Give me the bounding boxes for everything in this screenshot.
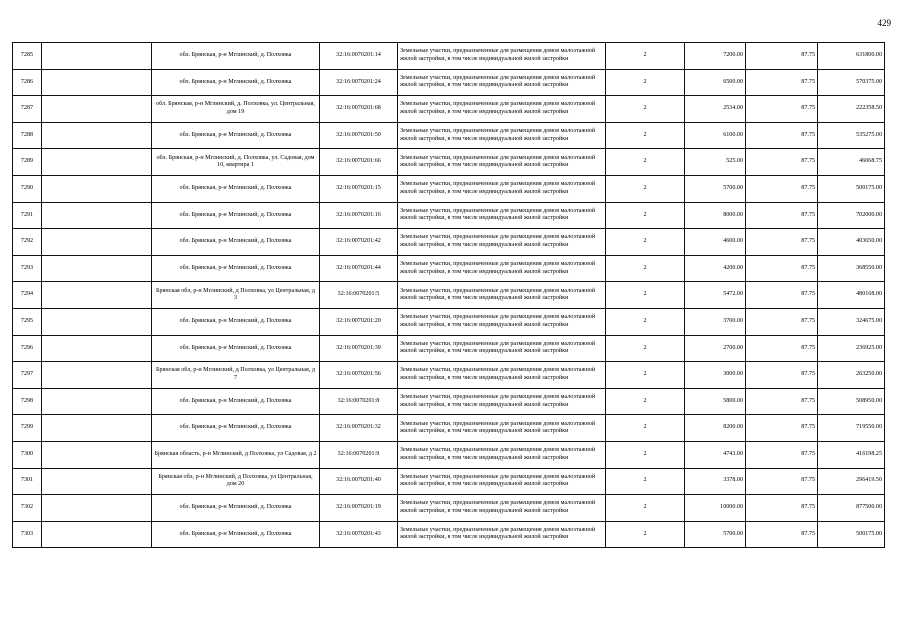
rate-cell: 87.75 xyxy=(746,175,818,202)
cadastral-number-cell: 32:16:0070201:66 xyxy=(320,149,398,176)
area-cell: 8000.00 xyxy=(685,202,746,229)
rate-cell: 87.75 xyxy=(746,122,818,149)
cadastral-value-cell: 570375.00 xyxy=(818,69,885,96)
address-cell: обл. Брянская, р-н Мглинский, д. Полховка xyxy=(152,255,320,282)
land-use-type-cell: Земельные участки, предназначенные для размещения домов малоэтажной жилой застройки, в том числе индивидуальной жилой застройки xyxy=(398,122,606,149)
address-cell: обл. Брянская, р-н Мглинский, д. Полховка xyxy=(152,175,320,202)
cadastral-value-cell: 416198.25 xyxy=(818,441,885,468)
cadastral-number-cell: 32:16:0070201:9 xyxy=(320,441,398,468)
cadastral-number-cell: 32:16:0070201:19 xyxy=(320,495,398,522)
rate-cell: 87.75 xyxy=(746,388,818,415)
address-cell: Брянская обл, р-н Мглинский, д Полховка, ул Центральная, дом 20 xyxy=(152,468,320,495)
address-cell: Брянская область, р-н Мглинский, д Полховка, ул Садовая, д 2 xyxy=(152,441,320,468)
address-cell: обл. Брянская, р-н Мглинский, д. Полховка xyxy=(152,43,320,70)
land-use-type-cell: Земельные участки, предназначенные для размещения домов малоэтажной жилой застройки, в том числе индивидуальной жилой застройки xyxy=(398,175,606,202)
table-row xyxy=(13,521,885,548)
empty-cell xyxy=(42,282,152,309)
table-body xyxy=(13,43,885,548)
category-cell: 2 xyxy=(606,362,685,389)
row-number: 7301 xyxy=(13,468,42,495)
address-cell: Брянская обл, р-н Мглинский, д Полховка, ул Центральная, д 7 xyxy=(152,362,320,389)
address-cell: обл. Брянская, р-н Мглинский, д. Полховка xyxy=(152,308,320,335)
row-number: 7289 xyxy=(13,149,42,176)
cadastral-number-cell: 32:16:0070201:8 xyxy=(320,388,398,415)
table-row xyxy=(13,149,885,176)
area-cell: 2700.00 xyxy=(685,335,746,362)
category-cell: 2 xyxy=(606,441,685,468)
row-number: 7300 xyxy=(13,441,42,468)
table-row xyxy=(13,202,885,229)
cadastral-number-cell: 32:16:0070201:32 xyxy=(320,415,398,442)
area-cell: 3700.00 xyxy=(685,308,746,335)
cadastral-number-cell: 32:16:0070201:5 xyxy=(320,282,398,309)
rate-cell: 87.75 xyxy=(746,43,818,70)
rate-cell: 87.75 xyxy=(746,468,818,495)
category-cell: 2 xyxy=(606,335,685,362)
table-row xyxy=(13,175,885,202)
empty-cell xyxy=(42,415,152,442)
table-row xyxy=(13,96,885,123)
area-cell: 4200.00 xyxy=(685,255,746,282)
address-cell: обл. Брянская, р-н Мглинский, д. Полховка, ул. Центральная, дом 19 xyxy=(152,96,320,123)
empty-cell xyxy=(42,521,152,548)
empty-cell xyxy=(42,468,152,495)
category-cell: 2 xyxy=(606,202,685,229)
row-number: 7287 xyxy=(13,96,42,123)
table-row xyxy=(13,308,885,335)
area-cell: 2534.00 xyxy=(685,96,746,123)
address-cell: обл. Брянская, р-н Мглинский, д. Полховка xyxy=(152,229,320,256)
table-row xyxy=(13,495,885,522)
address-cell: обл. Брянская, р-н Мглинский, д. Полховка xyxy=(152,122,320,149)
rate-cell: 87.75 xyxy=(746,441,818,468)
area-cell: 6500.00 xyxy=(685,69,746,96)
area-cell: 4743.00 xyxy=(685,441,746,468)
cadastral-value-cell: 702000.00 xyxy=(818,202,885,229)
cadastral-value-cell: 508950.00 xyxy=(818,388,885,415)
rate-cell: 87.75 xyxy=(746,69,818,96)
cadastral-number-cell: 32:16:0070201:44 xyxy=(320,255,398,282)
cadastral-number-cell: 32:16:0070201:42 xyxy=(320,229,398,256)
area-cell: 5472.00 xyxy=(685,282,746,309)
table-row xyxy=(13,122,885,149)
empty-cell xyxy=(42,149,152,176)
category-cell: 2 xyxy=(606,69,685,96)
cadastral-value-cell: 500175.00 xyxy=(818,521,885,548)
area-cell: 3378.00 xyxy=(685,468,746,495)
row-number: 7298 xyxy=(13,388,42,415)
land-use-type-cell: Земельные участки, предназначенные для размещения домов малоэтажной жилой застройки, в том числе индивидуальной жилой застройки xyxy=(398,441,606,468)
land-use-type-cell: Земельные участки, предназначенные для размещения домов малоэтажной жилой застройки, в том числе индивидуальной жилой застройки xyxy=(398,96,606,123)
category-cell: 2 xyxy=(606,415,685,442)
area-cell: 10000.00 xyxy=(685,495,746,522)
rate-cell: 87.75 xyxy=(746,362,818,389)
category-cell: 2 xyxy=(606,229,685,256)
category-cell: 2 xyxy=(606,122,685,149)
category-cell: 2 xyxy=(606,255,685,282)
area-cell: 6100.00 xyxy=(685,122,746,149)
category-cell: 2 xyxy=(606,149,685,176)
empty-cell xyxy=(42,495,152,522)
cadastral-number-cell: 32:16:0070201:43 xyxy=(320,521,398,548)
table-row xyxy=(13,255,885,282)
row-number: 7293 xyxy=(13,255,42,282)
cadastral-number-cell: 32:16:0070201:56 xyxy=(320,362,398,389)
cadastral-value-cell: 480168.00 xyxy=(818,282,885,309)
address-cell: обл. Брянская, р-н Мглинский, д. Полховка xyxy=(152,69,320,96)
rate-cell: 87.75 xyxy=(746,255,818,282)
rate-cell: 87.75 xyxy=(746,229,818,256)
area-cell: 5700.00 xyxy=(685,175,746,202)
cadastral-number-cell: 32:16:0070201:20 xyxy=(320,308,398,335)
category-cell: 2 xyxy=(606,468,685,495)
row-number: 7302 xyxy=(13,495,42,522)
empty-cell xyxy=(42,308,152,335)
cadastral-value-cell: 263250.00 xyxy=(818,362,885,389)
category-cell: 2 xyxy=(606,495,685,522)
rate-cell: 87.75 xyxy=(746,282,818,309)
rate-cell: 87.75 xyxy=(746,495,818,522)
address-cell: обл. Брянская, р-н Мглинский, д. Полховка xyxy=(152,521,320,548)
address-cell: обл. Брянская, р-н Мглинский, д. Полховка, ул. Садовая, дом 10, квартира 1 xyxy=(152,149,320,176)
land-use-type-cell: Земельные участки, предназначенные для размещения домов малоэтажной жилой застройки, в том числе индивидуальной жилой застройки xyxy=(398,308,606,335)
land-use-type-cell: Земельные участки, предназначенные для размещения домов малоэтажной жилой застройки, в том числе индивидуальной жилой застройки xyxy=(398,335,606,362)
land-register-table xyxy=(12,42,885,548)
cadastral-value-cell: 46068.75 xyxy=(818,149,885,176)
land-use-type-cell: Земельные участки, предназначенные для размещения домов малоэтажной жилой застройки, в том числе индивидуальной жилой застройки xyxy=(398,69,606,96)
cadastral-number-cell: 32:16:0070201:68 xyxy=(320,96,398,123)
cadastral-value-cell: 877500.00 xyxy=(818,495,885,522)
area-cell: 7200.00 xyxy=(685,43,746,70)
land-use-type-cell: Земельные участки, предназначенные для размещения домов малоэтажной жилой застройки, в том числе индивидуальной жилой застройки xyxy=(398,468,606,495)
empty-cell xyxy=(42,255,152,282)
area-cell: 4600.00 xyxy=(685,229,746,256)
table-row xyxy=(13,229,885,256)
cadastral-number-cell: 32:16:0070201:39 xyxy=(320,335,398,362)
area-cell: 5800.00 xyxy=(685,388,746,415)
category-cell: 2 xyxy=(606,308,685,335)
empty-cell xyxy=(42,441,152,468)
area-cell: 5700.00 xyxy=(685,521,746,548)
cadastral-value-cell: 236925.00 xyxy=(818,335,885,362)
cadastral-number-cell: 32:16:0070201:50 xyxy=(320,122,398,149)
row-number: 7299 xyxy=(13,415,42,442)
table-row xyxy=(13,282,885,309)
address-cell: обл. Брянская, р-н Мглинский, д. Полховка xyxy=(152,335,320,362)
cadastral-value-cell: 500175.00 xyxy=(818,175,885,202)
category-cell: 2 xyxy=(606,282,685,309)
address-cell: Брянская обл, р-н Мглинский, д Полховка, ул Центральная, д 3 xyxy=(152,282,320,309)
address-cell: обл. Брянская, р-н Мглинский, д. Полховка xyxy=(152,388,320,415)
land-use-type-cell: Земельные участки, предназначенные для размещения домов малоэтажной жилой застройки, в том числе индивидуальной жилой застройки xyxy=(398,229,606,256)
rate-cell: 87.75 xyxy=(746,521,818,548)
address-cell: обл. Брянская, р-н Мглинский, д. Полховка xyxy=(152,495,320,522)
row-number: 7292 xyxy=(13,229,42,256)
empty-cell xyxy=(42,43,152,70)
empty-cell xyxy=(42,202,152,229)
address-cell: обл. Брянская, р-н Мглинский, д. Полховка xyxy=(152,415,320,442)
category-cell: 2 xyxy=(606,43,685,70)
rate-cell: 87.75 xyxy=(746,308,818,335)
row-number: 7286 xyxy=(13,69,42,96)
page-number: 429 xyxy=(877,18,891,28)
category-cell: 2 xyxy=(606,521,685,548)
row-number: 7294 xyxy=(13,282,42,309)
row-number: 7296 xyxy=(13,335,42,362)
empty-cell xyxy=(42,229,152,256)
rate-cell: 87.75 xyxy=(746,202,818,229)
land-use-type-cell: Земельные участки, предназначенные для размещения домов малоэтажной жилой застройки, в том числе индивидуальной жилой застройки xyxy=(398,362,606,389)
address-cell: обл. Брянская, р-н Мглинский, д. Полховка xyxy=(152,202,320,229)
land-use-type-cell: Земельные участки, предназначенные для размещения домов малоэтажной жилой застройки, в том числе индивидуальной жилой застройки xyxy=(398,43,606,70)
cadastral-value-cell: 222358.50 xyxy=(818,96,885,123)
land-use-type-cell: Земельные участки, предназначенные для размещения домов малоэтажной жилой застройки, в том числе индивидуальной жилой застройки xyxy=(398,521,606,548)
cadastral-value-cell: 296419.50 xyxy=(818,468,885,495)
land-use-type-cell: Земельные участки, предназначенные для размещения домов малоэтажной жилой застройки, в том числе индивидуальной жилой застройки xyxy=(398,202,606,229)
empty-cell xyxy=(42,69,152,96)
row-number: 7303 xyxy=(13,521,42,548)
cadastral-value-cell: 403650.00 xyxy=(818,229,885,256)
empty-cell xyxy=(42,122,152,149)
rate-cell: 87.75 xyxy=(746,415,818,442)
rate-cell: 87.75 xyxy=(746,96,818,123)
table-row xyxy=(13,43,885,70)
table-row xyxy=(13,468,885,495)
land-use-type-cell: Земельные участки, предназначенные для размещения домов малоэтажной жилой застройки, в том числе индивидуальной жилой застройки xyxy=(398,149,606,176)
empty-cell xyxy=(42,362,152,389)
category-cell: 2 xyxy=(606,388,685,415)
area-cell: 8200.00 xyxy=(685,415,746,442)
land-use-type-cell: Земельные участки, предназначенные для размещения домов малоэтажной жилой застройки, в том числе индивидуальной жилой застройки xyxy=(398,255,606,282)
row-number: 7290 xyxy=(13,175,42,202)
empty-cell xyxy=(42,335,152,362)
cadastral-value-cell: 368550.00 xyxy=(818,255,885,282)
category-cell: 2 xyxy=(606,175,685,202)
rate-cell: 87.75 xyxy=(746,149,818,176)
land-use-type-cell: Земельные участки, предназначенные для размещения домов малоэтажной жилой застройки, в том числе индивидуальной жилой застройки xyxy=(398,282,606,309)
cadastral-value-cell: 324675.00 xyxy=(818,308,885,335)
row-number: 7291 xyxy=(13,202,42,229)
row-number: 7285 xyxy=(13,43,42,70)
cadastral-number-cell: 32:16:0070201:16 xyxy=(320,202,398,229)
table-row xyxy=(13,335,885,362)
row-number: 7288 xyxy=(13,122,42,149)
cadastral-value-cell: 631800.00 xyxy=(818,43,885,70)
table-row xyxy=(13,415,885,442)
area-cell: 3000.00 xyxy=(685,362,746,389)
cadastral-value-cell: 719550.00 xyxy=(818,415,885,442)
table-row xyxy=(13,362,885,389)
area-cell: 525.00 xyxy=(685,149,746,176)
land-use-type-cell: Земельные участки, предназначенные для размещения домов малоэтажной жилой застройки, в том числе индивидуальной жилой застройки xyxy=(398,495,606,522)
cadastral-number-cell: 32:16:0070201:15 xyxy=(320,175,398,202)
land-use-type-cell: Земельные участки, предназначенные для размещения домов малоэтажной жилой застройки, в том числе индивидуальной жилой застройки xyxy=(398,415,606,442)
table-row xyxy=(13,441,885,468)
cadastral-number-cell: 32:16:0070201:14 xyxy=(320,43,398,70)
rate-cell: 87.75 xyxy=(746,335,818,362)
empty-cell xyxy=(42,388,152,415)
row-number: 7297 xyxy=(13,362,42,389)
cadastral-value-cell: 535275.00 xyxy=(818,122,885,149)
row-number: 7295 xyxy=(13,308,42,335)
category-cell: 2 xyxy=(606,96,685,123)
empty-cell xyxy=(42,175,152,202)
table-row xyxy=(13,69,885,96)
table-row xyxy=(13,388,885,415)
land-use-type-cell: Земельные участки, предназначенные для размещения домов малоэтажной жилой застройки, в том числе индивидуальной жилой застройки xyxy=(398,388,606,415)
empty-cell xyxy=(42,96,152,123)
cadastral-number-cell: 32:16:0070201:40 xyxy=(320,468,398,495)
cadastral-number-cell: 32:16:0070201:24 xyxy=(320,69,398,96)
